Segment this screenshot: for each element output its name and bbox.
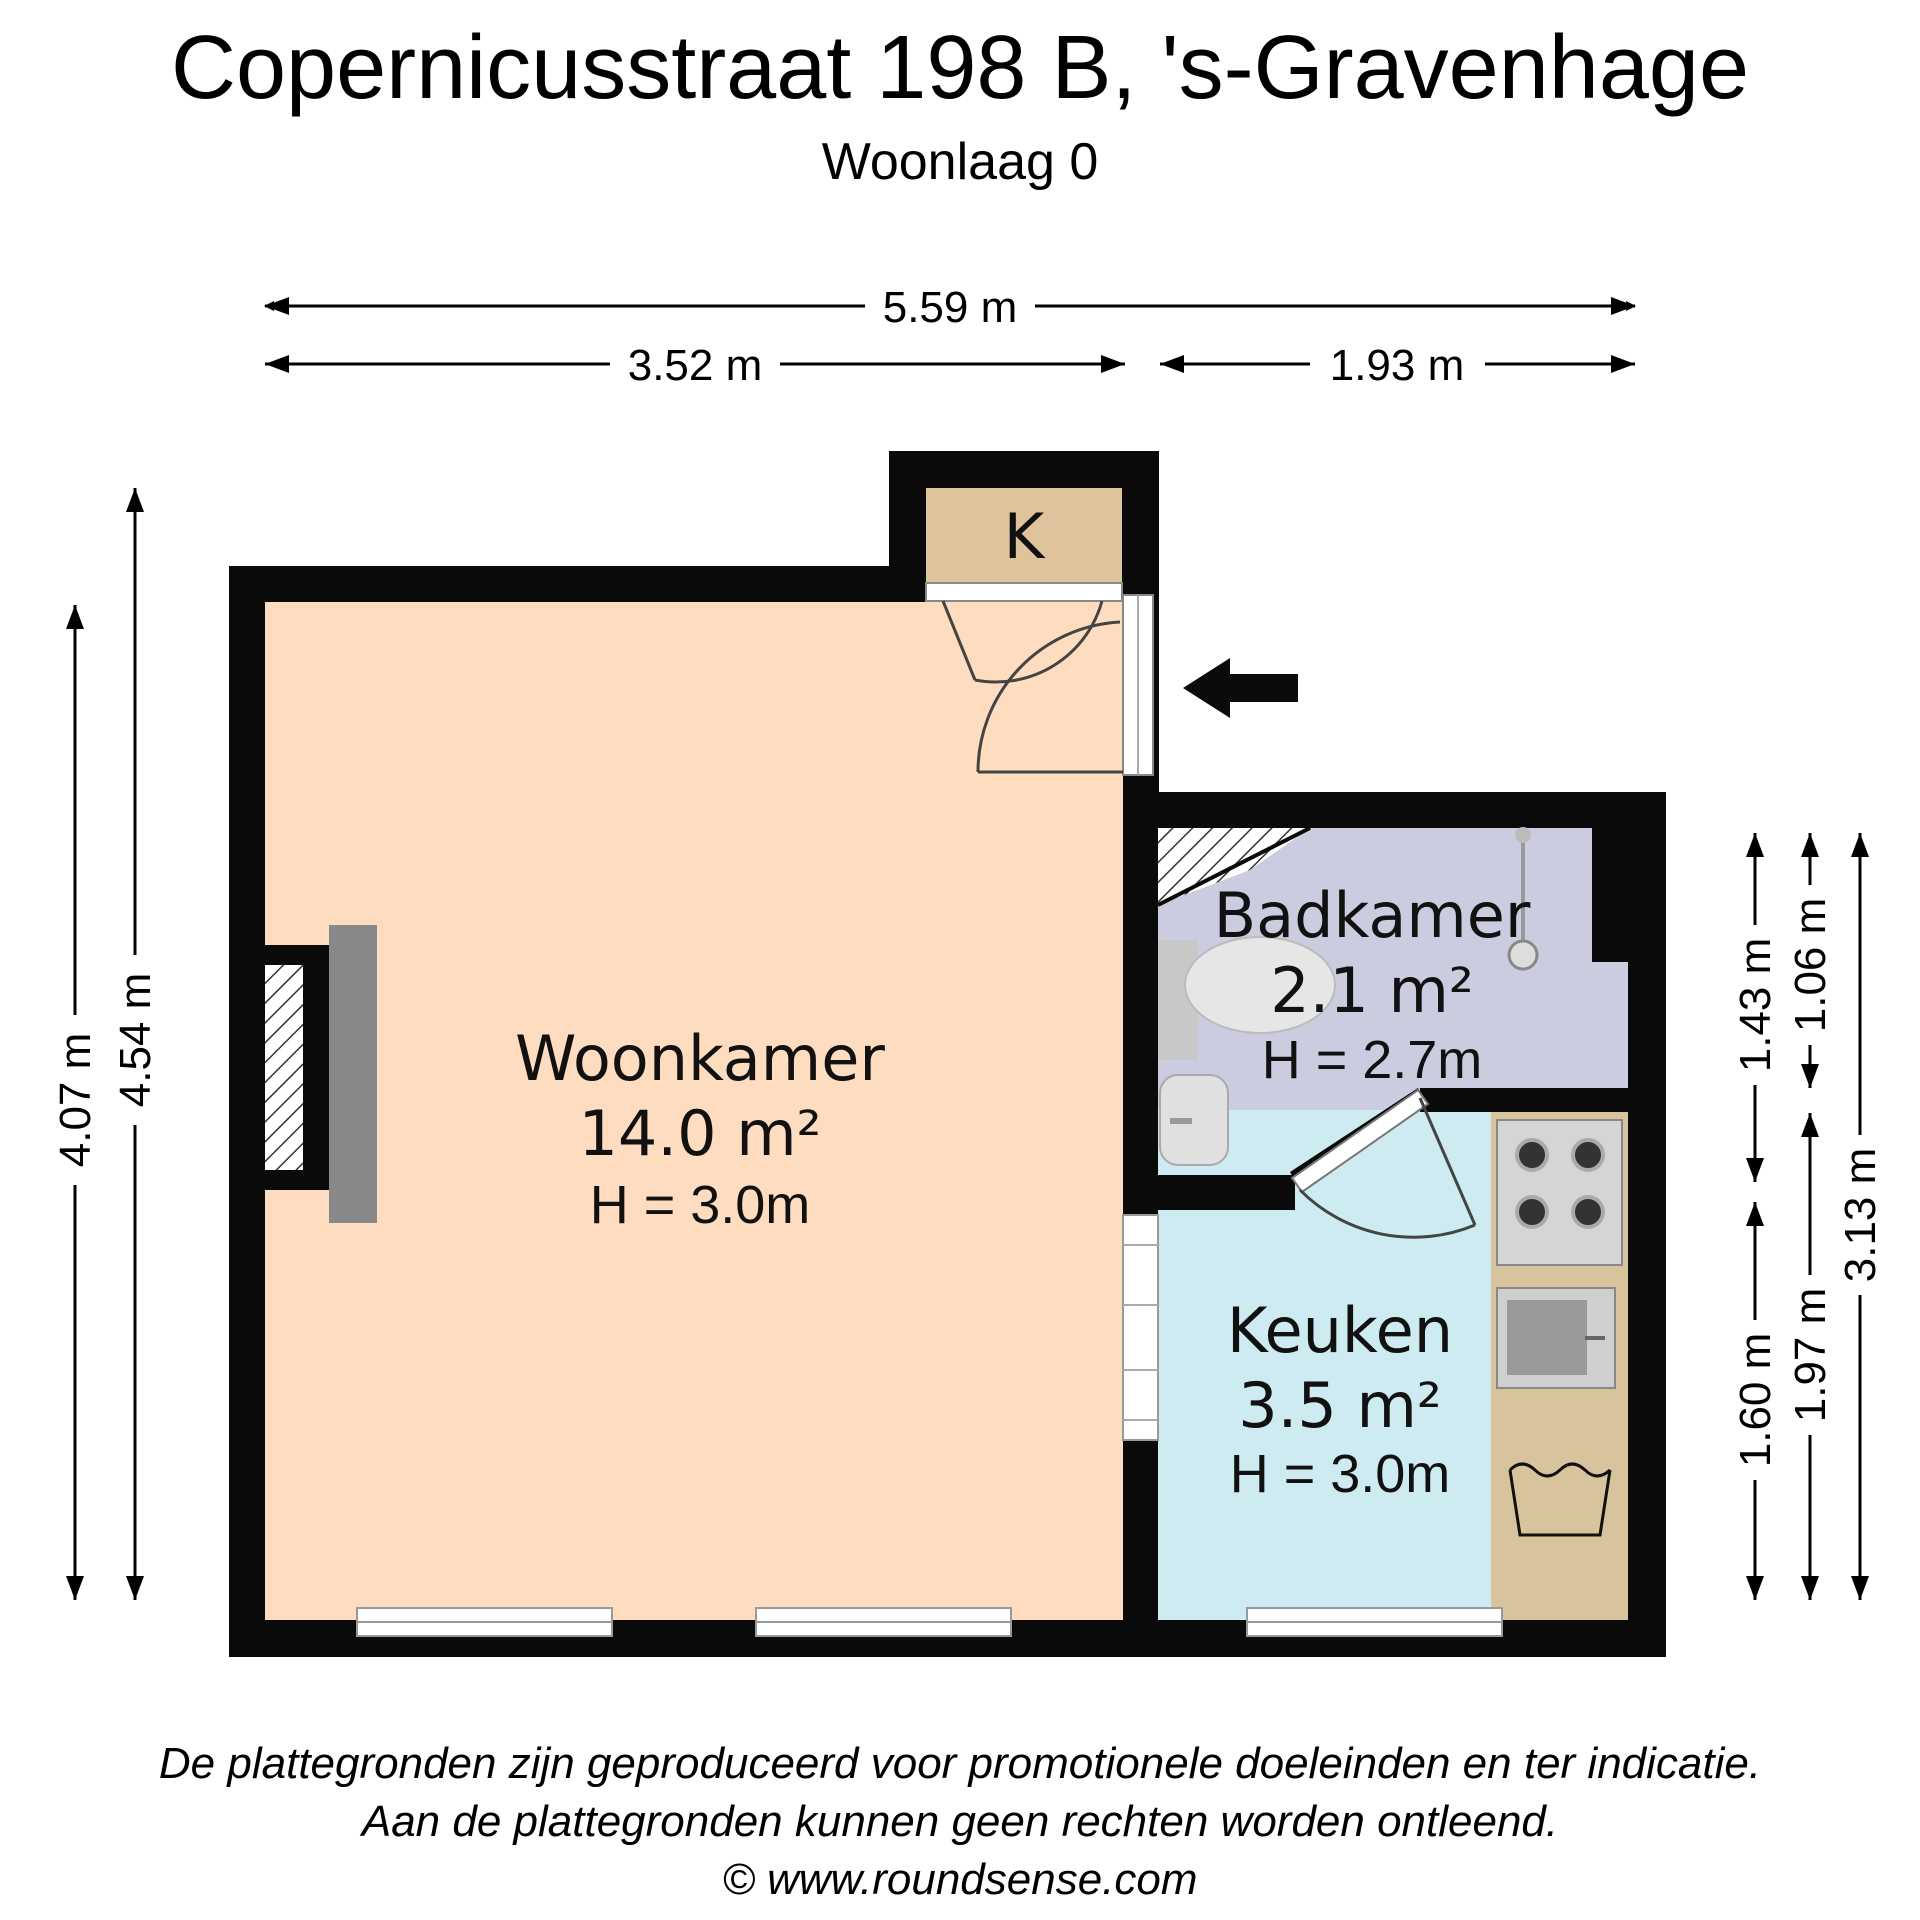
- dimension-label: 5.59 m: [882, 283, 1018, 332]
- dimension-label: 4.54 m: [111, 972, 160, 1108]
- keuken-name: Keuken: [1226, 1294, 1454, 1367]
- wall-bath-bottom: [1158, 1175, 1295, 1210]
- dimension-right-b: [1786, 833, 1835, 1088]
- badkamer-height: H = 2.7m: [1261, 1030, 1483, 1090]
- dimension-left-outer: [51, 605, 100, 1600]
- dimension-right-a: [1731, 833, 1780, 1182]
- chimney-hatch: [265, 965, 303, 1170]
- copyright: © www.roundsense.com: [722, 1855, 1198, 1904]
- dimension-label: 1.97 m: [1786, 1287, 1835, 1423]
- dimension-right-c: [1836, 833, 1885, 1600]
- badkamer-area: 2.1 m²: [1270, 954, 1474, 1027]
- dimension-right-e: [1786, 1113, 1835, 1600]
- washbasin-icon: [1160, 1075, 1228, 1165]
- window: [1247, 1608, 1502, 1636]
- dimension-right-d: [1731, 1202, 1780, 1600]
- interior-opening: [1123, 1215, 1158, 1440]
- sink-icon: [1497, 1288, 1615, 1388]
- dimension-left-inner: [111, 488, 160, 1600]
- woonkamer-height: H = 3.0m: [589, 1175, 811, 1235]
- keuken-area: 3.5 m²: [1238, 1369, 1442, 1442]
- dimension-label: 1.06 m: [1786, 897, 1835, 1033]
- entrance-arrow-icon: [1183, 658, 1298, 718]
- stove-icon: [1497, 1120, 1622, 1265]
- dimension-label: 1.60 m: [1731, 1332, 1780, 1468]
- dimension-label: 3.52 m: [627, 341, 763, 390]
- badkamer-name: Badkamer: [1213, 879, 1531, 952]
- keuken-height: H = 3.0m: [1229, 1444, 1451, 1504]
- dimension-label: 1.93 m: [1329, 341, 1465, 390]
- dimension-top-total: [265, 283, 1635, 332]
- window: [357, 1608, 612, 1636]
- woonkamer-name: Woonkamer: [515, 1022, 885, 1095]
- kast-label: K: [1003, 500, 1045, 573]
- dimension-top-right: [1160, 341, 1635, 390]
- page-title: Copernicusstraat 198 B, 's-Gravenhage: [170, 18, 1750, 118]
- dimension-label: 1.43 m: [1731, 937, 1780, 1073]
- dimension-top-left: [265, 341, 1125, 390]
- page-subtitle: Woonlaag 0: [821, 133, 1099, 191]
- disclaimer-line-2: Aan de plattegronden kunnen geen rechten worden ontleend.: [361, 1797, 1559, 1846]
- chimney-breast: [329, 925, 377, 1223]
- dimension-label: 3.13 m: [1836, 1147, 1885, 1283]
- woonkamer-area: 14.0 m²: [578, 1097, 822, 1170]
- disclaimer-line-1: De plattegronden zijn geproduceerd voor promotionele doeleinden en ter indicatie.: [158, 1739, 1762, 1788]
- window: [756, 1608, 1011, 1636]
- dimension-label: 4.07 m: [51, 1032, 100, 1168]
- wall-bath-kitchen: [1420, 1088, 1628, 1112]
